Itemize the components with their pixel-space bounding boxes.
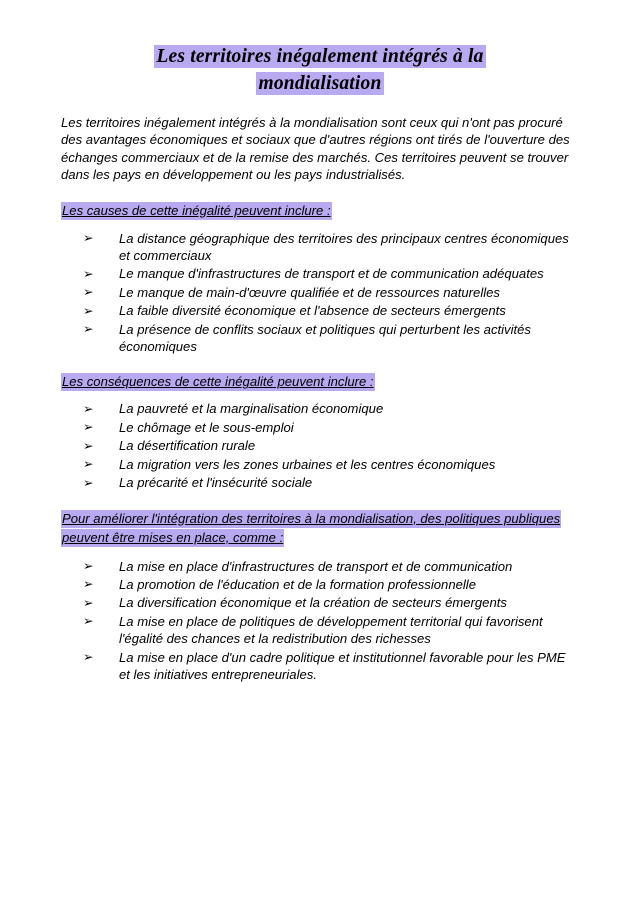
page-title-line-1 — [61, 44, 579, 69]
list-item-label: La distance géographique des territoires des principaux centres économiques et commerciaux — [119, 230, 569, 264]
arrowhead-bullet-icon: ➢ — [83, 265, 94, 281]
list-item — [83, 649, 579, 684]
list-item — [83, 437, 579, 454]
arrowhead-bullet-icon: ➢ — [83, 230, 94, 246]
list-item-label: La faible diversité économique et l'absence de secteurs émergents — [119, 303, 506, 319]
intro-paragraph: Les territoires inégalement intégrés à la mondialisation sont ceux qui n'ont pas procuré des avantages économiques et sociaux que d'autres régions ont tirés de l'ouverture des échanges commerciaux et de la remise des marchés. Ces territoires peuvent se trouver dans les pays en développement ou les pays industrialisés. — [61, 115, 570, 183]
list-item — [83, 613, 579, 648]
arrowhead-bullet-icon: ➢ — [83, 558, 94, 573]
list-item-label: La diversification économique et la création de secteurs émergents — [119, 595, 507, 611]
list-item-label: La promotion de l'éducation et de la formation professionnelle — [119, 576, 476, 592]
list-item — [83, 456, 579, 473]
list-item — [83, 321, 579, 356]
page-title — [61, 44, 579, 96]
section-heading-causes — [61, 201, 579, 220]
list-item-label: La mise en place de politiques de développement territorial qui favorisent l'égalité des chances et la redistribution des richesses — [119, 613, 543, 647]
arrowhead-bullet-icon: ➢ — [83, 284, 94, 300]
list-item-label: Le manque d'infrastructures de transport et de communication adéquates — [119, 266, 544, 282]
list-item-label: Le manque de main-d'œuvre qualifiée et de ressources naturelles — [119, 284, 500, 300]
page-title-line-2-text: mondialisation — [258, 73, 382, 94]
list-item-label: La précarité et l'insécurité sociale — [119, 475, 313, 491]
list-item-label: La présence de conflits sociaux et politiques qui perturbent les activités économiques — [119, 321, 531, 355]
list-consequences — [61, 400, 579, 491]
list-item — [83, 302, 579, 319]
section-heading-policies-line-2: peuvent être mises en place, comme : — [62, 529, 284, 545]
section-heading-policies — [61, 509, 579, 547]
list-item — [83, 558, 579, 575]
section-heading-consequences — [61, 372, 579, 391]
arrowhead-bullet-icon: ➢ — [83, 437, 94, 453]
page-title-line-1-text: Les territoires inégalement intégrés à la — [156, 46, 484, 67]
list-item-label: Le chômage et le sous-emploi — [119, 419, 294, 435]
list-item-label: La pauvreté et la marginalisation économique — [119, 401, 384, 417]
arrowhead-bullet-icon: ➢ — [83, 302, 94, 318]
section-heading-causes-text: Les causes de cette inégalité peuvent inclure : — [62, 202, 331, 218]
list-item — [83, 419, 579, 436]
list-item — [83, 576, 579, 593]
arrowhead-bullet-icon: ➢ — [83, 594, 94, 610]
section-heading-consequences-text: Les conséquences de cette inégalité peuvent inclure : — [62, 374, 374, 390]
document-body — [61, 44, 579, 684]
list-item-label: La mise en place d'un cadre politique et institutionnel favorable pour les PME et les initiatives entrepreneuriales. — [119, 649, 566, 682]
arrowhead-bullet-icon: ➢ — [83, 321, 94, 337]
arrowhead-bullet-icon: ➢ — [83, 576, 94, 592]
list-item — [83, 400, 579, 417]
page-title-line-2 — [61, 71, 579, 96]
list-item — [83, 474, 579, 491]
list-item — [83, 230, 579, 265]
arrowhead-bullet-icon: ➢ — [83, 649, 94, 665]
arrowhead-bullet-icon: ➢ — [83, 419, 94, 435]
list-causes — [61, 230, 579, 356]
list-item — [83, 284, 579, 301]
list-item — [83, 265, 579, 282]
section-heading-policies-line-1: Pour améliorer l'intégration des territoires à la mondialisation, des politiques publiques — [62, 510, 561, 526]
list-item-label: La mise en place d'infrastructures de transport et de communication — [119, 558, 513, 574]
list-item — [83, 594, 579, 611]
arrowhead-bullet-icon: ➢ — [83, 613, 94, 629]
arrowhead-bullet-icon: ➢ — [83, 456, 94, 472]
list-policies — [61, 558, 579, 684]
list-item-label: La migration vers les zones urbaines et les centres économiques — [119, 456, 496, 472]
arrowhead-bullet-icon: ➢ — [83, 474, 94, 490]
list-item-label: La désertification rurale — [119, 438, 256, 454]
arrowhead-bullet-icon: ➢ — [83, 400, 94, 416]
